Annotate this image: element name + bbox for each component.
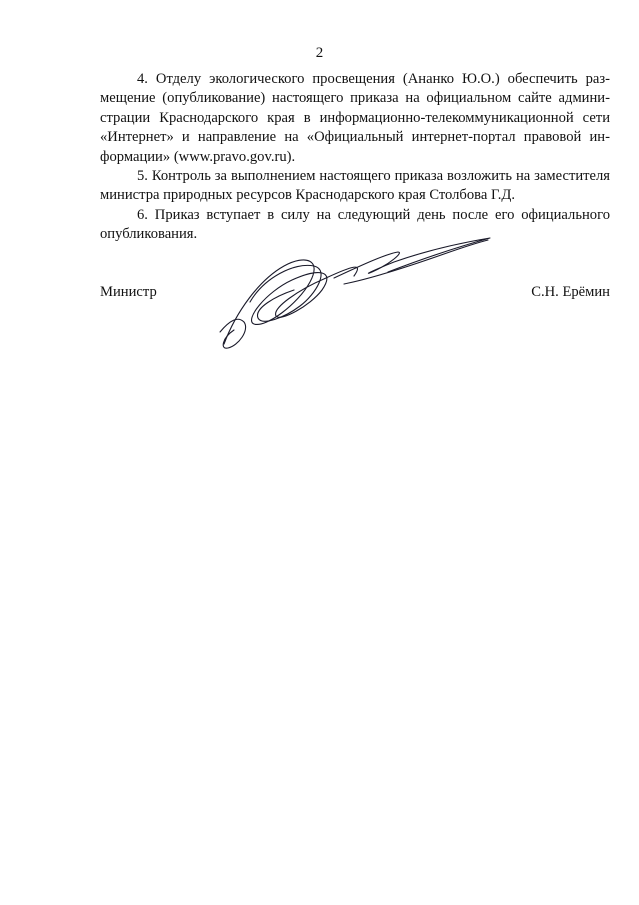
signatory-position: Министр [100, 284, 157, 300]
order-body [100, 70, 610, 245]
paragraph-6-effective-date: 6. Приказ вступает в силу на следующий день после его официального опубликования. [100, 206, 610, 243]
signature-block [100, 283, 610, 305]
signatory-name: С.Н. Ерёмин [531, 284, 610, 300]
page-number: 2 [315, 45, 324, 61]
signature-stroke-tail [334, 238, 490, 278]
paragraph-5-control: 5. Контроль за выполнением настоящего приказа возложить на заместителя министра природных ресурсов Краснодарского края Столбова Г.Д. [100, 168, 610, 204]
paragraph-4-publication: 4. Отделу экологического просвещения (Ананко Ю.О.) обеспечить размещение (опубликование) настоящего приказа на официальном сайте администрации Краснодарского края в информационно-телекоммуникационной сети «Интернет» и направление на «Официальный интернет-портал правовой информации» (www.pravo.gov.ru). [100, 71, 610, 165]
